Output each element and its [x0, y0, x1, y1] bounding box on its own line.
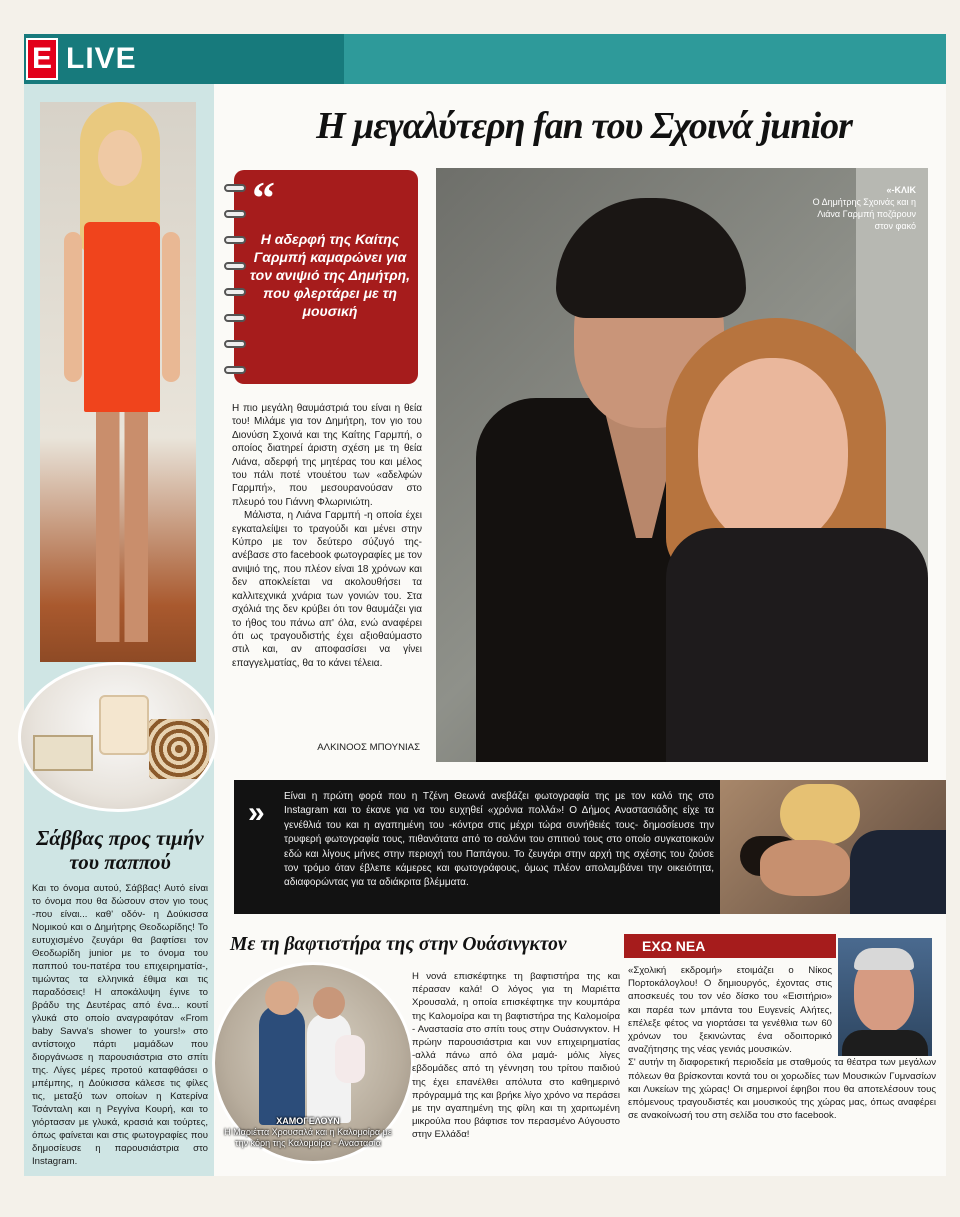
notebook-coil	[224, 314, 246, 322]
photo-face-shape	[98, 130, 142, 186]
photo-cake-shape	[99, 695, 149, 755]
photo-child-shape	[335, 1035, 365, 1083]
news-band-text: Είναι η πρώτη φορά που η Τζένη Θεωνά ανεβάζει φωτογραφία της με τον καλό της στο Instagram και το έκανε για να του ευχηθεί «χρόνια πολλά»! Ο Δήμος Αναστασιάδης είχε τα γενέθλιά του και η αγαπημένη του -κόντρα στις μέχρι τώρα συνήθειές τους- δημοσίευσε την τρυφερή φωτογραφία τους, πιθανότατα από το σαλόνι του σπιτιού τους στο οποίο συγκατοικούν εδώ και λίγους μήνες στην περιοχή του Παπάγου. Το ζευγάρι στην αρχή της σχέσης του ζούσε τον τρόμο όταν έβλεπε κάμερες και φωτογράφους, όμως πλέον απολαμβάνει την οικειότητα, αδιαφορώντας για τα αδιάκριτα βλέμματα.	[284, 791, 714, 889]
photo-shirt-shape	[850, 830, 946, 914]
news-label: ΕΧΩ ΝΕΑ	[624, 934, 836, 958]
notebook-coil	[224, 236, 246, 244]
photo-woman-face	[698, 358, 848, 548]
magazine-page	[24, 34, 946, 1176]
photo-arm-shape	[64, 232, 82, 382]
photo-woman-orange-dress	[40, 102, 196, 662]
notebook-coil	[224, 288, 246, 296]
main-photo-couple	[436, 168, 928, 762]
caption-text: Η Μαριέττα Χρουσαλά και η Καλομοίρα με την κόρη της Καλομοίρα - Αναστασία	[224, 1127, 392, 1148]
photo-legs-shape	[96, 412, 148, 642]
photo-box-shape	[33, 735, 93, 771]
sidebar-title: Σάββας προς τιμήν του παππού	[36, 826, 204, 874]
section-title: LIVE	[66, 42, 137, 75]
photo-woman-shape	[259, 1005, 305, 1125]
news-text-rest: Σ' αυτήν τη διαφορετική περιοδεία με σταθμούς τα θέατρα των μεγάλων πόλεων θα βρίσκονται κοντά του οι χορωδίες των Μουσικών Γυμνασίων και Λυκείων της χώρας! Οι σημερινοί έφηβοι που θα αποτελέσουν τους επόμενους τραγουδιστές και μουσικούς της χώρας μας, όπως αναφέρει σε ανακοίνωσή του στη σελίδα του στο facebook.	[628, 1057, 936, 1122]
photo-face-shape	[313, 987, 345, 1019]
chevron-icon: »	[248, 796, 265, 829]
quote-mark-icon: “	[252, 172, 275, 223]
news-text-intro: «Σχολική εκδρομή» ετοιμάζει ο Νίκος Πορτοκάλογλου! Ο δημιουργός, έχοντας στις αποσκευές του τον νέο δίσκο του «Εισιτήριο» και παρέα των μπάντα του Ευγενείς Αλήτες, επέλεξε φέτος να γιορτάσει τα γενέθλια των 60 χρόνων του ξεκινώντας ένα οδοιπορικό αναζήτησης της νέας γενιάς μουσικών.	[628, 965, 832, 1056]
photo-man-hair	[556, 198, 746, 318]
notebook-coil	[224, 184, 246, 192]
caption-text: Ο Δημήτρης Σχοινάς και η Λιάνα Γαρμπή ποζάρουν στον φακό	[812, 197, 916, 231]
notebook-coil	[224, 210, 246, 218]
photo-couple-selfie	[720, 780, 946, 914]
washington-text: Η νονά επισκέφτηκε τη βαφτιστήρα της και πέρασαν καλά! Ο λόγος για τη Μαριέττα Χρουσαλά, η οποία επισκέφτηκε την κουμπάρα της Καλομοίρα και τη βαφτιστήρα της Καλομοίρα - Αναστασία στο σπίτι τους στην Ουάσινγκτον. Η πρώην παρουσιάστρια και νυν επιχειρηματίας -αλλά πάνω από όλα μαμά- μόλις λίγες εβδομάδες από τη γέννηση του τρίτου παιδιού της έχει επανέλθει απόλυτα στο καθημερινό πρόγραμμά της και βρήκε λίγο χρόνο να περάσει με την αγαπημένη της φίλη και τη χαριτωμένη μικρούλα που βάφτισε τον περασμένο Αύγουστο στην Ελλάδα!	[412, 971, 620, 1141]
photo-face-shape	[265, 981, 299, 1015]
photo-arm-shape	[162, 232, 180, 382]
notebook-coil	[224, 340, 246, 348]
washington-title: Με τη βαφτιστήρα της στην Ουάσινγκτον	[230, 934, 567, 955]
photo-dress-shape	[84, 222, 160, 412]
notebook-coil	[224, 366, 246, 374]
news-text	[628, 964, 936, 1122]
main-article-paragraph: Η πιο μεγάλη θαυμάστριά του είναι η θεία του! Μιλάμε για τον Δημήτρη, τον γιο του Διονύση Σχοινά και της Καίτης Γαρμπή, ο οποίος διατηρεί άριστη σχέση με τη θεία Λιάνα, αδερφή της μητέρας του και μέλος του πάλι ποτέ ντουέτου των «αδελφών Γαρμπή», που μεσουρανούσαν στο πλευρό του Γιάννη Φλωρινιώτη.	[232, 403, 422, 508]
photo-woman-body	[666, 528, 928, 762]
sidebar	[24, 84, 214, 1176]
photo-hair-shape	[780, 784, 860, 844]
main-article-body	[232, 402, 422, 670]
article-byline: ΑΛΚΙΝΟΟΣ ΜΠΟΥΝΙΑΣ	[317, 742, 420, 753]
main-article-paragraph: Μάλιστα, η Λιάνα Γαρμπή -η οποία έχει εγκαταλείψει το τραγούδι και μένει στην Κύπρο με τον δεύτερο σύζυγό της- ανέβασε στο facebook φωτογραφίες με τον ανιψιό της, που πλέον είναι 18 χρόνων και δεν αποκλείεται να ακολουθήσει τα καλλιτεχνικά χνάρια των γονιών του. Στα σχόλιά της δεν κρύβει ότι τον θαυμάζει για το ήθος του πάνω απ' όλα, ενώ αναφέρει ότι ως τραγουδιστής έχει αξιοθαύμαστο στιλ και, αν αποφασίσει να γίνει επαγγελματίας, θα το κάνει τέλεια.	[232, 510, 422, 669]
page-headline: Η μεγαλύτερη fan του Σχοινά junior	[316, 105, 852, 147]
magazine-logo: E	[26, 38, 58, 80]
caption-label: ΧΑΜΟΓΕΛΟΥΝ	[276, 1116, 340, 1126]
photo-sweets-box	[18, 662, 218, 812]
caption-label: «-ΚΛΙΚ	[886, 185, 916, 195]
sidebar-text: Και το όνομα αυτού, Σάββας! Αυτό είναι το όνομα που θα δώσουν στον γιο τους -που είναι... καθ' οδόν- η Δούκισσα Νομικού και ο Δημήτρης Θεοδωρίδης! Το ευτυχισμένο ζευγάρι θα βαφτίσει τον Θεοδωρίδη junior με το όνομα του παππού του-πατέρα του επιχειρηματία-, τιμώντας τα ελληνικά έθιμα και τις παραδόσεις! Η αποκάλυψη έγινε το βράδυ της Δευτέρας από ένα... κουτί γλυκά στο οποίο αναγραφόταν «From baby Savva's shower to yours!» στο αντίστοιχο πάρτι μαμάδων που διοργάνωσε η παρουσιάστρια στο σπίτι της. Λίγες μέρες πρoτού καταφθάσει ο μπέμπης, η Δούκισσα κάλεσε τις φίλες τις, μεταξύ των οποίων η Κατερίνα Τσάνταλη και η Ρεγγίνα Κουρή, και το γιόρτασαν με γλυκά, κρασιά και τούρτες, όπως φαίνεται και στις φωτογραφίες που δημοσίευσε η παρουσιάστρια στο Instagram.	[32, 883, 208, 1167]
photo-tray-shape	[149, 719, 209, 779]
photo-face-shape	[760, 840, 850, 896]
washington-photo-caption	[218, 1116, 398, 1149]
pull-quote-text: Η αδερφή της Καίτης Γαρμπή καμαρώνει για τον ανιψιό της Δημήτρη, που φλερτάρει με τη μουσική	[249, 231, 411, 319]
main-photo-caption	[806, 184, 916, 232]
notebook-coil	[224, 262, 246, 270]
